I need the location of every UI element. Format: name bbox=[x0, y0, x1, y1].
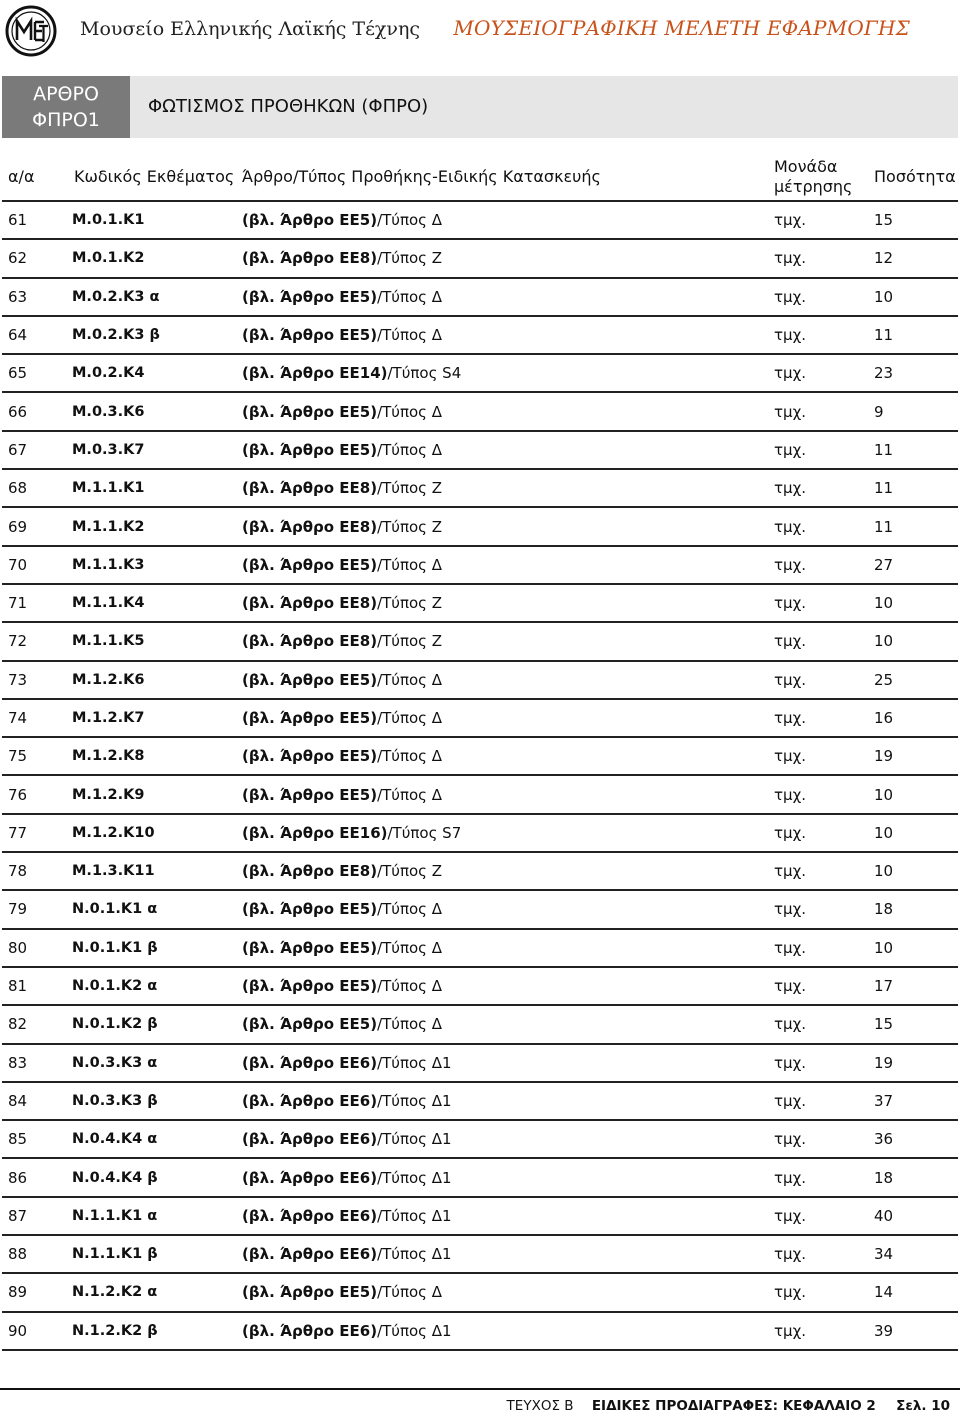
table-row bbox=[2, 546, 958, 584]
cell-qty: 40 bbox=[868, 1197, 958, 1235]
cell-qty: 11 bbox=[868, 316, 958, 354]
cell-qty: 10 bbox=[868, 622, 958, 660]
article-ref: (βλ. Άρθρο ΕΕ5) bbox=[242, 555, 378, 574]
case-type: /Τύπος Ζ bbox=[377, 479, 443, 498]
cell-desc bbox=[236, 929, 768, 967]
cell-unit: τμχ. bbox=[768, 354, 868, 392]
cell-code: Ν.0.1.Κ1 β bbox=[60, 929, 236, 967]
page-footer bbox=[507, 1398, 950, 1414]
article-ref: (βλ. Άρθρο ΕΕ8) bbox=[242, 479, 378, 498]
case-type: /Τύπος S4 bbox=[387, 364, 462, 383]
cell-code: Ν.1.2.Κ2 α bbox=[60, 1273, 236, 1311]
table-row bbox=[2, 201, 958, 239]
cell-desc bbox=[236, 507, 768, 545]
cell-aa: 89 bbox=[2, 1273, 60, 1311]
cell-qty: 10 bbox=[868, 814, 958, 852]
cell-aa: 66 bbox=[2, 392, 60, 430]
items-table bbox=[2, 154, 958, 1351]
cell-unit: τμχ. bbox=[768, 1044, 868, 1082]
table-row bbox=[2, 1005, 958, 1043]
cell-desc bbox=[236, 1235, 768, 1273]
article-ref: (βλ. Άρθρο ΕΕ5) bbox=[242, 747, 378, 766]
case-type: /Τύπος Δ bbox=[377, 900, 442, 919]
article-ref: (βλ. Άρθρο ΕΕ5) bbox=[242, 900, 378, 919]
cell-qty: 34 bbox=[868, 1235, 958, 1273]
table-row bbox=[2, 1235, 958, 1273]
article-ref: (βλ. Άρθρο ΕΕ14) bbox=[242, 364, 388, 383]
cell-unit: τμχ. bbox=[768, 392, 868, 430]
footer-page-number: Σελ. 10 bbox=[896, 1398, 950, 1414]
cell-aa: 76 bbox=[2, 775, 60, 813]
article-ref: (βλ. Άρθρο ΕΕ6) bbox=[242, 1245, 378, 1264]
cell-desc bbox=[236, 699, 768, 737]
footer-volume: ΤΕΥΧΟΣ Β bbox=[506, 1398, 574, 1414]
article-ref: (βλ. Άρθρο ΕΕ6) bbox=[242, 1206, 378, 1225]
cell-qty: 10 bbox=[868, 852, 958, 890]
cell-desc bbox=[236, 239, 768, 277]
cell-unit: τμχ. bbox=[768, 699, 868, 737]
cell-desc bbox=[236, 354, 768, 392]
table-row bbox=[2, 1044, 958, 1082]
cell-code: Μ.0.3.Κ7 bbox=[60, 431, 236, 469]
cell-unit: τμχ. bbox=[768, 507, 868, 545]
cell-unit: τμχ. bbox=[768, 1005, 868, 1043]
article-code-line1: ΑΡΘΡΟ bbox=[33, 83, 99, 105]
cell-unit: τμχ. bbox=[768, 1158, 868, 1196]
cell-aa: 83 bbox=[2, 1044, 60, 1082]
case-type: /Τύπος Δ bbox=[377, 440, 442, 459]
cell-qty: 37 bbox=[868, 1082, 958, 1120]
article-ref: (βλ. Άρθρο ΕΕ8) bbox=[242, 594, 378, 613]
article-ref: (βλ. Άρθρο ΕΕ6) bbox=[242, 1053, 378, 1072]
cell-code: Μ.0.3.Κ6 bbox=[60, 392, 236, 430]
article-ref: (βλ. Άρθρο ΕΕ8) bbox=[242, 862, 378, 881]
cell-aa: 87 bbox=[2, 1197, 60, 1235]
cell-desc bbox=[236, 890, 768, 928]
table-row bbox=[2, 469, 958, 507]
footer-section: ΕΙΔΙΚΕΣ ΠΡΟΔΙΑΓΡΑΦΕΣ: ΚΕΦΑΛΑΙΟ 2 bbox=[591, 1398, 876, 1414]
cell-code: Μ.1.2.Κ6 bbox=[60, 661, 236, 699]
case-type: /Τύπος Ζ bbox=[377, 249, 443, 268]
cell-unit: τμχ. bbox=[768, 967, 868, 1005]
cell-desc bbox=[236, 622, 768, 660]
cell-unit: τμχ. bbox=[768, 431, 868, 469]
cell-qty: 17 bbox=[868, 967, 958, 1005]
cell-desc bbox=[236, 1158, 768, 1196]
table-row bbox=[2, 507, 958, 545]
case-type: /Τύπος Δ bbox=[377, 287, 442, 306]
table-row bbox=[2, 622, 958, 660]
cell-desc bbox=[236, 392, 768, 430]
case-type: /Τύπος Δ1 bbox=[377, 1245, 452, 1264]
cell-qty: 15 bbox=[868, 1005, 958, 1043]
case-type: /Τύπος Δ bbox=[377, 555, 442, 574]
case-type: /Τύπος S7 bbox=[387, 823, 462, 842]
cell-unit: τμχ. bbox=[768, 1312, 868, 1350]
case-type: /Τύπος Δ1 bbox=[377, 1168, 452, 1187]
cell-desc bbox=[236, 1197, 768, 1235]
table-row bbox=[2, 1120, 958, 1158]
col-header-unit: Μονάδα μέτρησης bbox=[768, 154, 868, 201]
cell-aa: 68 bbox=[2, 469, 60, 507]
cell-desc bbox=[236, 852, 768, 890]
case-type: /Τύπος Δ1 bbox=[377, 1053, 452, 1072]
cell-qty: 23 bbox=[868, 354, 958, 392]
cell-unit: τμχ. bbox=[768, 239, 868, 277]
cell-code: Μ.1.1.Κ5 bbox=[60, 622, 236, 660]
cell-unit: τμχ. bbox=[768, 278, 868, 316]
cell-unit: τμχ. bbox=[768, 775, 868, 813]
article-ref: (βλ. Άρθρο ΕΕ5) bbox=[242, 785, 378, 804]
article-code-box bbox=[2, 76, 130, 138]
cell-aa: 72 bbox=[2, 622, 60, 660]
cell-code: Ν.1.2.Κ2 β bbox=[60, 1312, 236, 1350]
cell-unit: τμχ. bbox=[768, 469, 868, 507]
article-ref: (βλ. Άρθρο ΕΕ5) bbox=[242, 1015, 378, 1034]
cell-qty: 12 bbox=[868, 239, 958, 277]
study-title: ΜΟΥΣΕΙΟΓΡΑΦΙΚΗ ΜΕΛΕΤΗ ΕΦΑΡΜΟΓΗΣ bbox=[453, 16, 910, 40]
article-ref: (βλ. Άρθρο ΕΕ5) bbox=[242, 977, 378, 996]
case-type: /Τύπος Δ bbox=[377, 1015, 442, 1034]
article-ref: (βλ. Άρθρο ΕΕ5) bbox=[242, 326, 378, 345]
col-header-qty: Ποσότητα bbox=[868, 154, 958, 201]
cell-unit: τμχ. bbox=[768, 546, 868, 584]
article-ref: (βλ. Άρθρο ΕΕ16) bbox=[242, 823, 388, 842]
cell-unit: τμχ. bbox=[768, 661, 868, 699]
cell-aa: 84 bbox=[2, 1082, 60, 1120]
case-type: /Τύπος Δ bbox=[377, 977, 442, 996]
cell-code: Ν.0.1.Κ2 α bbox=[60, 967, 236, 1005]
cell-aa: 67 bbox=[2, 431, 60, 469]
cell-qty: 39 bbox=[868, 1312, 958, 1350]
cell-code: Ν.1.1.Κ1 α bbox=[60, 1197, 236, 1235]
cell-unit: τμχ. bbox=[768, 1082, 868, 1120]
table-row bbox=[2, 661, 958, 699]
cell-desc bbox=[236, 814, 768, 852]
cell-desc bbox=[236, 737, 768, 775]
cell-code: Ν.0.3.Κ3 α bbox=[60, 1044, 236, 1082]
cell-qty: 18 bbox=[868, 890, 958, 928]
page-header bbox=[0, 0, 960, 64]
cell-desc bbox=[236, 546, 768, 584]
cell-qty: 14 bbox=[868, 1273, 958, 1311]
table-row bbox=[2, 814, 958, 852]
article-ref: (βλ. Άρθρο ΕΕ6) bbox=[242, 1321, 378, 1340]
cell-qty: 15 bbox=[868, 201, 958, 239]
cell-desc bbox=[236, 316, 768, 354]
cell-desc bbox=[236, 1273, 768, 1311]
cell-aa: 80 bbox=[2, 929, 60, 967]
cell-aa: 77 bbox=[2, 814, 60, 852]
cell-aa: 71 bbox=[2, 584, 60, 622]
cell-unit: τμχ. bbox=[768, 1235, 868, 1273]
museum-name: Μουσείο Ελληνικής Λαϊκής Τέχνης bbox=[80, 18, 421, 40]
cell-qty: 18 bbox=[868, 1158, 958, 1196]
cell-code: Μ.1.2.Κ9 bbox=[60, 775, 236, 813]
table-row bbox=[2, 584, 958, 622]
cell-unit: τμχ. bbox=[768, 737, 868, 775]
cell-aa: 79 bbox=[2, 890, 60, 928]
cell-desc bbox=[236, 1120, 768, 1158]
article-ref: (βλ. Άρθρο ΕΕ8) bbox=[242, 249, 378, 268]
cell-qty: 19 bbox=[868, 1044, 958, 1082]
article-ref: (βλ. Άρθρο ΕΕ5) bbox=[242, 440, 378, 459]
cell-code: Ν.0.1.Κ1 α bbox=[60, 890, 236, 928]
case-type: /Τύπος Δ1 bbox=[377, 1091, 452, 1110]
case-type: /Τύπος Δ bbox=[377, 402, 442, 421]
article-ref: (βλ. Άρθρο ΕΕ6) bbox=[242, 1168, 378, 1187]
footer-divider bbox=[0, 1388, 960, 1390]
table-row bbox=[2, 929, 958, 967]
cell-unit: τμχ. bbox=[768, 1120, 868, 1158]
case-type: /Τύπος Δ bbox=[377, 1283, 442, 1302]
cell-code: Μ.1.1.Κ1 bbox=[60, 469, 236, 507]
cell-desc bbox=[236, 1005, 768, 1043]
cell-code: Μ.1.1.Κ4 bbox=[60, 584, 236, 622]
cell-code: Μ.1.2.Κ7 bbox=[60, 699, 236, 737]
cell-unit: τμχ. bbox=[768, 1273, 868, 1311]
cell-code: Μ.1.3.Κ11 bbox=[60, 852, 236, 890]
cell-unit: τμχ. bbox=[768, 890, 868, 928]
cell-aa: 70 bbox=[2, 546, 60, 584]
article-ref: (βλ. Άρθρο ΕΕ8) bbox=[242, 517, 378, 536]
table-row bbox=[2, 354, 958, 392]
cell-code: Μ.0.2.Κ3 α bbox=[60, 278, 236, 316]
cell-unit: τμχ. bbox=[768, 316, 868, 354]
cell-desc bbox=[236, 584, 768, 622]
cell-aa: 90 bbox=[2, 1312, 60, 1350]
table-row bbox=[2, 699, 958, 737]
table-row bbox=[2, 1082, 958, 1120]
cell-code: Ν.0.1.Κ2 β bbox=[60, 1005, 236, 1043]
cell-code: Μ.1.1.Κ3 bbox=[60, 546, 236, 584]
article-ref: (βλ. Άρθρο ΕΕ6) bbox=[242, 1091, 378, 1110]
table-row bbox=[2, 1273, 958, 1311]
cell-aa: 64 bbox=[2, 316, 60, 354]
cell-aa: 73 bbox=[2, 661, 60, 699]
col-header-aa: α/α bbox=[2, 154, 60, 201]
cell-desc bbox=[236, 469, 768, 507]
table-row bbox=[2, 1197, 958, 1235]
cell-desc bbox=[236, 1044, 768, 1082]
cell-desc bbox=[236, 661, 768, 699]
table-row bbox=[2, 278, 958, 316]
col-header-code: Κωδικός Εκθέματος bbox=[60, 154, 236, 201]
case-type: /Τύπος Δ bbox=[377, 326, 442, 345]
table-row bbox=[2, 431, 958, 469]
cell-aa: 81 bbox=[2, 967, 60, 1005]
table-row bbox=[2, 1312, 958, 1350]
cell-qty: 27 bbox=[868, 546, 958, 584]
cell-qty: 25 bbox=[868, 661, 958, 699]
cell-code: Μ.1.2.Κ10 bbox=[60, 814, 236, 852]
cell-desc bbox=[236, 1312, 768, 1350]
cell-qty: 10 bbox=[868, 584, 958, 622]
cell-aa: 63 bbox=[2, 278, 60, 316]
cell-code: Ν.1.1.Κ1 β bbox=[60, 1235, 236, 1273]
cell-aa: 65 bbox=[2, 354, 60, 392]
cell-code: Ν.0.4.Κ4 α bbox=[60, 1120, 236, 1158]
case-type: /Τύπος Ζ bbox=[377, 594, 443, 613]
case-type: /Τύπος Δ bbox=[377, 670, 442, 689]
cell-aa: 82 bbox=[2, 1005, 60, 1043]
cell-qty: 19 bbox=[868, 737, 958, 775]
cell-desc bbox=[236, 431, 768, 469]
cell-qty: 16 bbox=[868, 699, 958, 737]
table-row bbox=[2, 890, 958, 928]
article-ref: (βλ. Άρθρο ΕΕ5) bbox=[242, 938, 378, 957]
case-type: /Τύπος Ζ bbox=[377, 862, 443, 881]
cell-desc bbox=[236, 278, 768, 316]
cell-code: Μ.1.1.Κ2 bbox=[60, 507, 236, 545]
cell-desc bbox=[236, 1082, 768, 1120]
table-row bbox=[2, 967, 958, 1005]
cell-qty: 10 bbox=[868, 775, 958, 813]
case-type: /Τύπος Δ1 bbox=[377, 1321, 452, 1340]
cell-code: Μ.0.1.Κ1 bbox=[60, 201, 236, 239]
cell-unit: τμχ. bbox=[768, 622, 868, 660]
case-type: /Τύπος Δ bbox=[377, 211, 442, 230]
cell-code: Μ.0.2.Κ3 β bbox=[60, 316, 236, 354]
cell-unit: τμχ. bbox=[768, 929, 868, 967]
article-ref: (βλ. Άρθρο ΕΕ5) bbox=[242, 211, 378, 230]
article-ref: (βλ. Άρθρο ΕΕ5) bbox=[242, 709, 378, 727]
cell-qty: 36 bbox=[868, 1120, 958, 1158]
cell-aa: 74 bbox=[2, 699, 60, 737]
cell-aa: 88 bbox=[2, 1235, 60, 1273]
article-ref: (βλ. Άρθρο ΕΕ5) bbox=[242, 287, 378, 306]
cell-aa: 75 bbox=[2, 737, 60, 775]
table-row bbox=[2, 852, 958, 890]
cell-qty: 11 bbox=[868, 507, 958, 545]
cell-code: Μ.1.2.Κ8 bbox=[60, 737, 236, 775]
case-type: /Τύπος Ζ bbox=[377, 632, 443, 651]
case-type: /Τύπος Δ bbox=[377, 747, 442, 766]
article-ref: (βλ. Άρθρο ΕΕ8) bbox=[242, 632, 378, 651]
cell-code: Μ.0.2.Κ4 bbox=[60, 354, 236, 392]
table-row bbox=[2, 239, 958, 277]
case-type: /Τύπος Δ bbox=[377, 938, 442, 957]
cell-unit: τμχ. bbox=[768, 584, 868, 622]
cell-code: Ν.0.4.Κ4 β bbox=[60, 1158, 236, 1196]
cell-aa: 78 bbox=[2, 852, 60, 890]
cell-unit: τμχ. bbox=[768, 814, 868, 852]
cell-desc bbox=[236, 775, 768, 813]
article-ref: (βλ. Άρθρο ΕΕ6) bbox=[242, 1130, 378, 1149]
table-row bbox=[2, 737, 958, 775]
col-header-desc: Άρθρο/Τύπος Προθήκης-Ειδικής Κατασκευής bbox=[236, 154, 768, 201]
cell-aa: 62 bbox=[2, 239, 60, 277]
cell-qty: 10 bbox=[868, 278, 958, 316]
cell-aa: 85 bbox=[2, 1120, 60, 1158]
article-ref: (βλ. Άρθρο ΕΕ5) bbox=[242, 670, 378, 689]
cell-unit: τμχ. bbox=[768, 201, 868, 239]
table-row bbox=[2, 392, 958, 430]
cell-code: Μ.0.1.Κ2 bbox=[60, 239, 236, 277]
cell-desc bbox=[236, 201, 768, 239]
cell-qty: 11 bbox=[868, 469, 958, 507]
museum-logo-icon bbox=[4, 4, 58, 58]
cell-qty: 10 bbox=[868, 929, 958, 967]
cell-qty: 11 bbox=[868, 431, 958, 469]
case-type: /Τύπος Δ1 bbox=[377, 1130, 452, 1149]
article-title: ΦΩΤΙΣΜΟΣ ΠΡΟΘΗΚΩΝ (ΦΠΡΟ) bbox=[148, 96, 429, 117]
case-type: /Τύπος Δ1 bbox=[377, 1206, 452, 1225]
cell-code: Ν.0.3.Κ3 β bbox=[60, 1082, 236, 1120]
article-title-bar bbox=[2, 76, 958, 138]
case-type: /Τύπος Δ bbox=[377, 709, 442, 727]
case-type: /Τύπος Ζ bbox=[377, 517, 443, 536]
cell-qty: 9 bbox=[868, 392, 958, 430]
cell-desc bbox=[236, 967, 768, 1005]
article-code-line2: ΦΠΡΟ1 bbox=[32, 109, 100, 131]
cell-aa: 69 bbox=[2, 507, 60, 545]
cell-unit: τμχ. bbox=[768, 1197, 868, 1235]
table-row bbox=[2, 775, 958, 813]
cell-unit: τμχ. bbox=[768, 852, 868, 890]
table-row bbox=[2, 1158, 958, 1196]
article-ref: (βλ. Άρθρο ΕΕ5) bbox=[242, 1283, 378, 1302]
article-ref: (βλ. Άρθρο ΕΕ5) bbox=[242, 402, 378, 421]
table-row bbox=[2, 316, 958, 354]
cell-aa: 86 bbox=[2, 1158, 60, 1196]
table-header-row bbox=[2, 154, 958, 201]
cell-aa: 61 bbox=[2, 201, 60, 239]
case-type: /Τύπος Δ bbox=[377, 785, 442, 804]
